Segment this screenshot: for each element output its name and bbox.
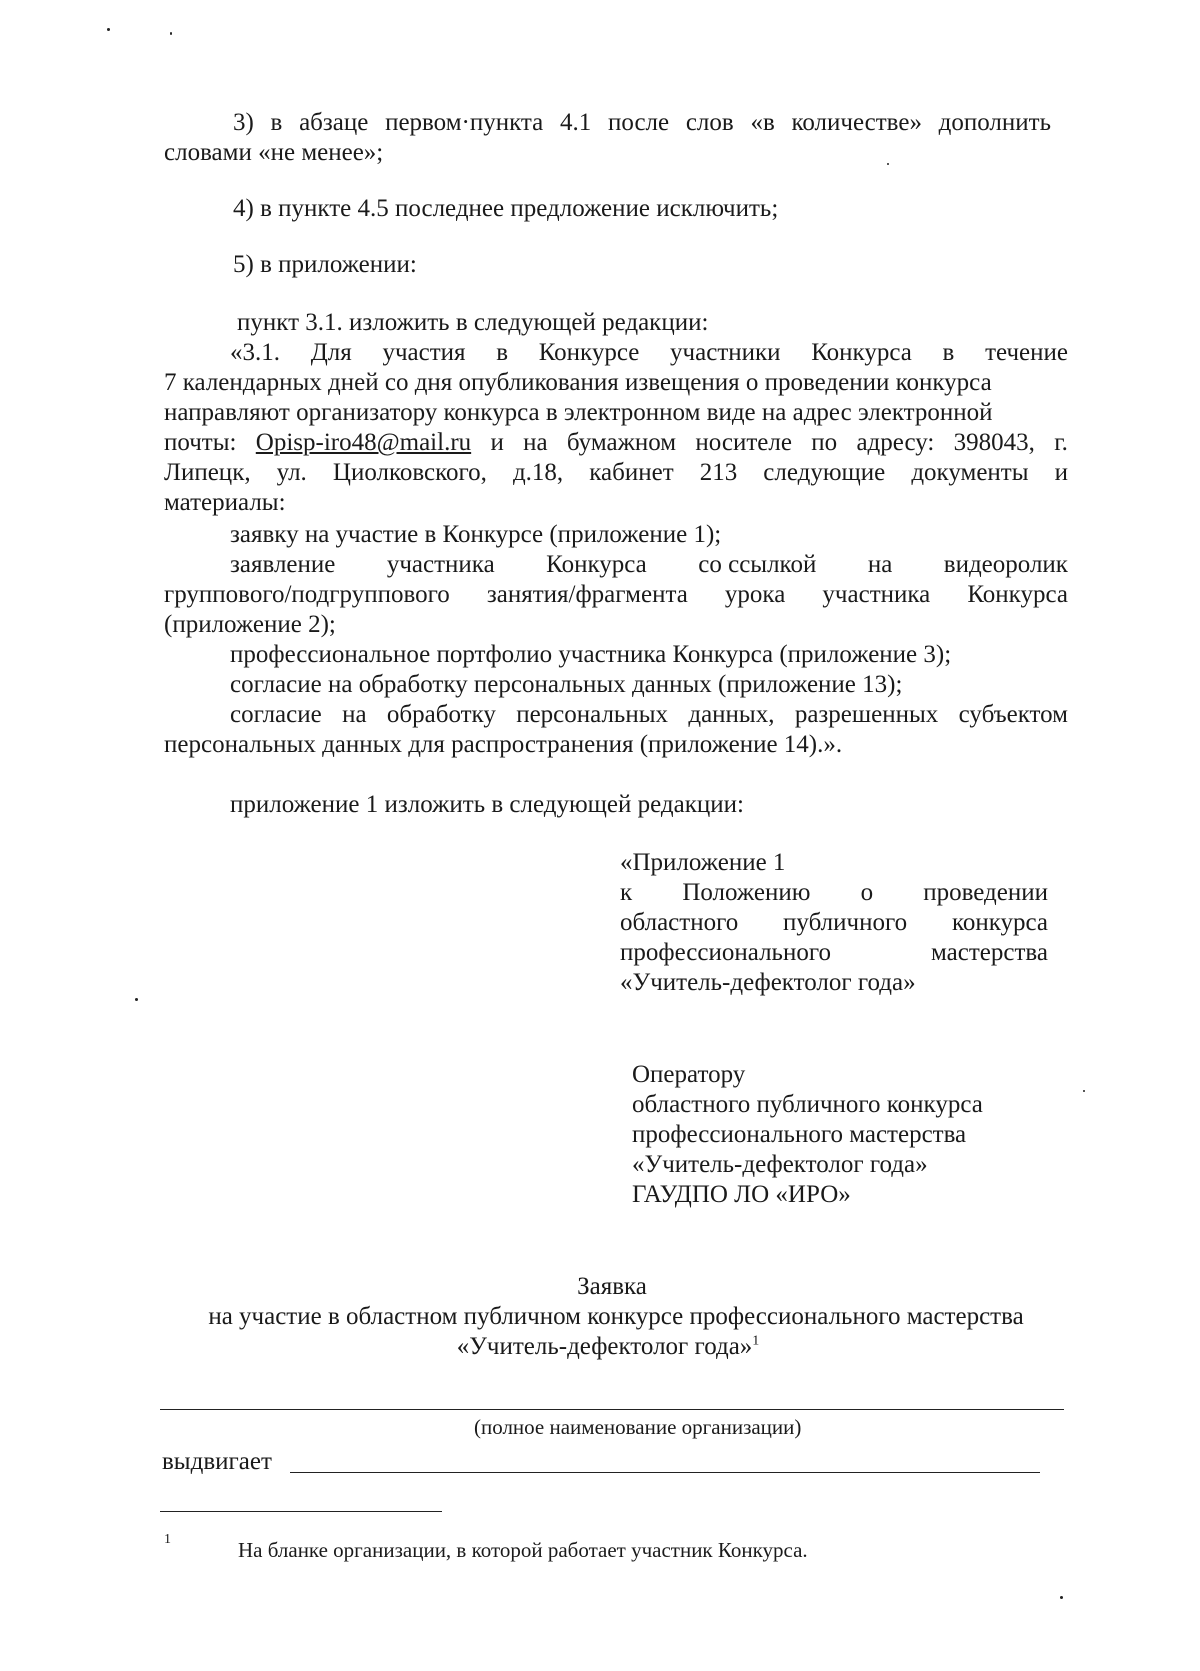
footnote-reference[interactable]: 1 (752, 1333, 760, 1349)
text-word: в (270, 109, 283, 136)
text-word: участника (822, 581, 931, 608)
text-word: участника (386, 551, 495, 578)
text-word: бумажном (566, 429, 677, 456)
text-word: после (607, 109, 670, 136)
text-word: Конкурса (546, 551, 647, 578)
appendix-header-line-5: «Учитель-дефектолог года» (620, 969, 916, 996)
text-word: Конкурса (967, 581, 1068, 608)
text-word: 398043, (953, 429, 1035, 456)
text-word: конкурса (951, 909, 1048, 936)
text-word: публичного (783, 909, 908, 936)
text-word: в (496, 339, 509, 366)
text-word: течение (985, 339, 1068, 366)
text-word: г. (1054, 429, 1068, 456)
text-word: и (490, 429, 504, 456)
point-3-1-line-6: материалы: (164, 489, 286, 516)
text-word: заявление (230, 551, 336, 578)
application-title: Заявка (577, 1273, 647, 1300)
scan-speck (135, 998, 138, 1001)
addressee-line-4: «Учитель-дефектолог года» (632, 1151, 928, 1178)
text-word: персональных (516, 701, 669, 728)
text-word: Липецк, (164, 459, 251, 486)
document-list-item-5-line-2: персональных данных для распространения (приложение 14).». (164, 731, 843, 758)
text-word: и (1054, 459, 1068, 486)
document-list-item-3: профессиональное портфолио участника Конкурса (приложение 3); (230, 641, 952, 668)
amendment-item-3-line-2: словами «не менее»; (164, 139, 384, 166)
text-word: первом·пункта (385, 109, 544, 136)
text-word: о (860, 879, 874, 906)
text-word: по (811, 429, 838, 456)
point-3-1-line-4 (164, 428, 1068, 458)
nominates-label: выдвигает (162, 1448, 272, 1475)
text-word: ул. (276, 459, 307, 486)
appendix-header-line-2 (620, 878, 1048, 908)
footnote-separator (160, 1511, 442, 1512)
appendix-header-line-4 (620, 938, 1048, 968)
application-contest-text: «Учитель-дефектолог года» (456, 1333, 753, 1360)
document-list-item-4: согласие на обработку персональных данных (приложение 13); (230, 671, 903, 698)
text-word: адресу: (856, 429, 935, 456)
text-word: к (620, 879, 633, 906)
text-word: количестве» (791, 109, 922, 136)
point-3-1-line-3: направляют организатору конкурса в электронном виде на адрес электронной (164, 399, 993, 426)
text-word: в (942, 339, 955, 366)
document-list-item-1: заявку на участие в Конкурсе (приложение 1); (230, 521, 722, 548)
point-3-1-intro: пункт 3.1. изложить в следующей редакции: (237, 309, 709, 336)
text-word: участия (382, 339, 466, 366)
text-word: обработку (386, 701, 496, 728)
amendment-item-5: 5) в приложении: (233, 251, 417, 278)
application-contest-name (0, 1332, 1200, 1362)
addressee-line-2: областного публичного конкурса (632, 1091, 983, 1118)
text-word: разрешенных (794, 701, 939, 728)
text-word: урока (724, 581, 786, 608)
document-list-item-2-line-3: (приложение 2); (164, 611, 336, 638)
text-word: на (342, 701, 367, 728)
text-word: субъектом (958, 701, 1068, 728)
text-word: видеоролик (943, 551, 1068, 578)
text-word: мастерства (931, 939, 1048, 966)
point-3-1-line-2: 7 календарных дней со дня опубликования извещения о проведении конкурса (164, 369, 992, 396)
appendix-header-line-3 (620, 908, 1048, 938)
footnote-mark: 1 (164, 1532, 171, 1547)
text-word: слов (685, 109, 734, 136)
text-word: участники (670, 339, 781, 366)
text-word: д.18, (512, 459, 564, 486)
text-word: Для (310, 339, 352, 366)
document-list-item-5-line-1 (230, 700, 1068, 730)
addressee-line-3: профессионального мастерства (632, 1121, 967, 1148)
text-word: 4.1 (559, 109, 592, 136)
point-3-1-email-label: почты: (164, 429, 237, 456)
text-word: кабинет (589, 459, 674, 486)
text-word: со ссылкой (698, 551, 817, 578)
email-link[interactable]: Opisp-iro48@mail.ru (255, 429, 472, 456)
nominee-line[interactable] (290, 1472, 1040, 1473)
point-3-1-line-1 (230, 338, 1068, 368)
organization-name-caption: (полное наименование организации) (474, 1415, 802, 1439)
text-word: следующие (763, 459, 886, 486)
text-word: группового/подгруппового (164, 581, 450, 608)
text-word: носителе (695, 429, 792, 456)
appendix-title: «Приложение 1 (620, 849, 786, 876)
scan-speck (107, 28, 110, 31)
text-word: «3.1. (230, 339, 280, 366)
application-subtitle: на участие в областном публичном конкурсе профессионального мастерства (208, 1303, 1024, 1330)
text-word: Положению (682, 879, 811, 906)
text-word: областного (620, 909, 739, 936)
scan-speck (887, 163, 889, 165)
addressee-line-5: ГАУДПО ЛО «ИРО» (632, 1181, 851, 1208)
text-word: дополнить (938, 109, 1051, 136)
document-list-item-2-line-2 (164, 580, 1068, 610)
text-word: занятия/фрагмента (486, 581, 688, 608)
scan-speck (1060, 1596, 1063, 1599)
scan-speck (170, 32, 172, 35)
scan-speck (1083, 1090, 1085, 1092)
document-list-item-2-line-1 (230, 550, 1068, 580)
amendment-item-3-line-1 (233, 108, 1051, 138)
text-word: согласие (230, 701, 322, 728)
text-word: 213 (699, 459, 738, 486)
text-word: Циолковского, (332, 459, 487, 486)
amendment-item-4: 4) в пункте 4.5 последнее предложение исключить; (233, 195, 779, 222)
text-word: Конкурсе (538, 339, 640, 366)
text-word: абзаце (299, 109, 369, 136)
text-word: проведении (923, 879, 1048, 906)
point-3-1-line-5 (164, 458, 1068, 488)
organization-name-line[interactable] (160, 1409, 1064, 1410)
text-word: профессионального (620, 939, 831, 966)
text-word: на (867, 551, 893, 578)
text-word: на (523, 429, 548, 456)
footnote-text: На бланке организации, в которой работает участник Конкурса. (238, 1538, 808, 1562)
text-word: 3) (233, 109, 254, 136)
text-word: «в (750, 109, 775, 136)
text-word: данных, (688, 701, 775, 728)
text-word: Конкурса (811, 339, 912, 366)
text-word: документы (911, 459, 1029, 486)
addressee-line-1: Оператору (632, 1061, 746, 1088)
appendix-1-intro: приложение 1 изложить в следующей редакции: (230, 791, 744, 818)
